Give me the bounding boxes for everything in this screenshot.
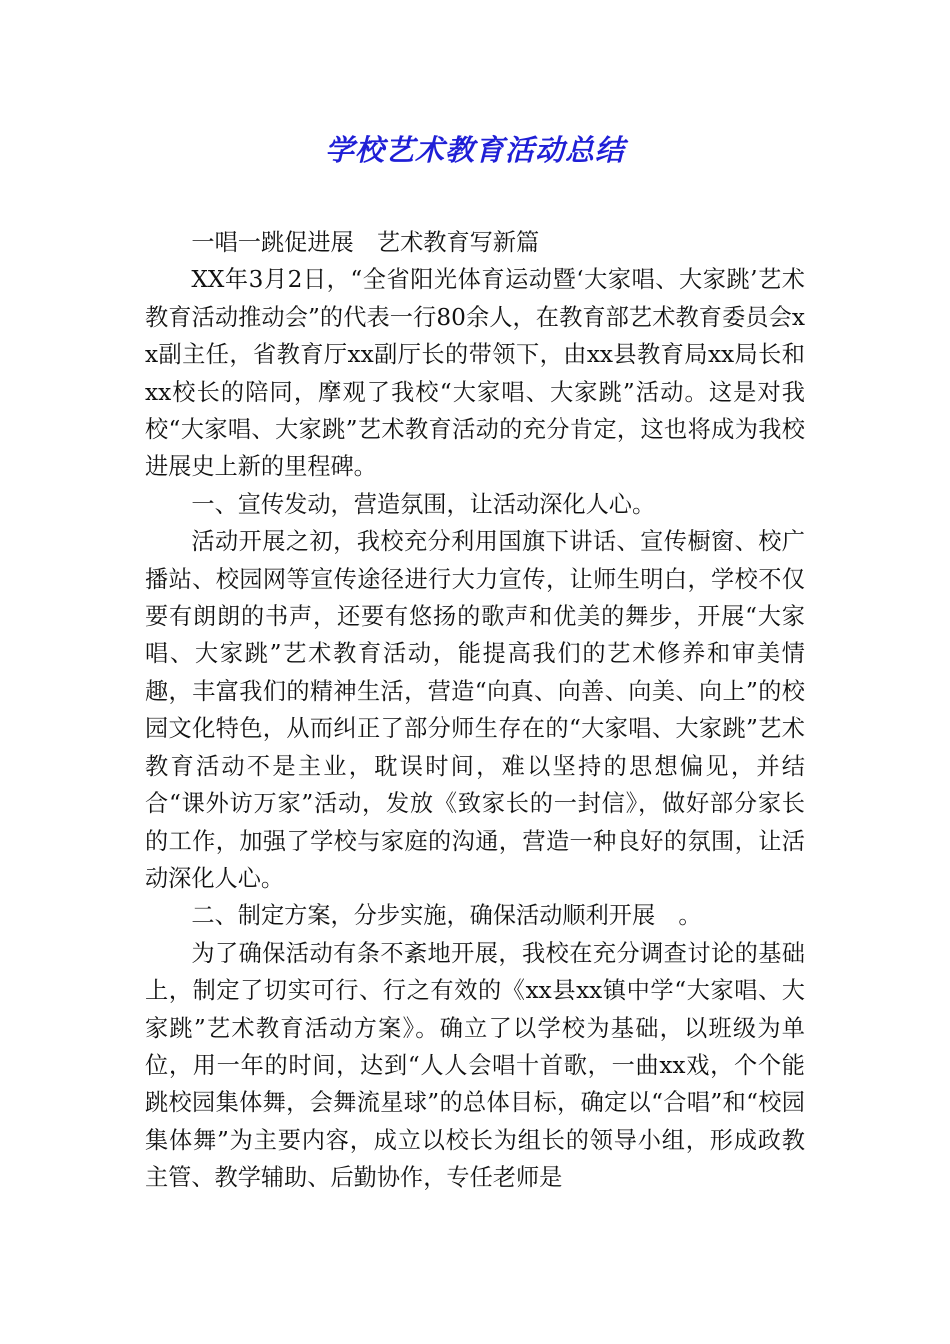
body-paragraph: 为了确保活动有条不紊地开展，我校在充分调查讨论的基础上，制定了切实可行、行之有效的《xx县xx镇中学“大家唱、大家跳”艺术教育活动方案》。确立了以学校为基础，以班级为单位，用一年的时间，达到“人人会唱十首歌，一曲xx戏，个个能跳校园集体舞，会舞流星球”的总体目标，确定以“合唱”和“校园集体舞”为主要内容，成立以校长为组长的领导小组，形成政教主管、教学辅助、后勤协作，专任老师是 [145,939,805,1192]
section-heading: 一、宣传发动，营造氛围，让活动深化人心。 [191,490,656,518]
section-heading: 一唱一跳促进展 艺术教育写新篇 [191,229,540,256]
body-paragraph: 活动开展之初，我校充分利用国旗下讲话、宣传橱窗、校广播站、校园网等宣传途径进行大力宣传，让师生明白，学校不仅要有朗朗的书声，还要有悠扬的歌声和优美的舞步，开展“大家唱、大家跳”艺术教育活动，能提高我们的艺术修养和审美情趣，丰富我们的精神生活，营造“向真、向善、向美、向上”的校园文化特色，从而纠正了部分师生存在的“大家唱、大家跳”艺术教育活动不是主业，耽误时间，难以坚持的思想偏见，并结合“课外访万家”活动，发放《致家长的一封信》，做好部分家长的工作，加强了学校与家庭的沟通，营造一种良好的氛围，让活动深化人心。 [145,528,805,892]
document-body [145,224,805,1197]
document-title: 学校艺术教育活动总结 [324,133,625,167]
section-heading: 二、制定方案，分步实施，确保活动顺利开展 。 [191,902,702,930]
body-paragraph: XX年3月2日，“全省阳光体育运动暨‘大家唱、大家跳’艺术教育活动推动会”的代表一行80余人，在教育部艺术教育委员会xx副主任，省教育厅xx副厅长的带领下，由xx县教育局xx局长和xx校长的陪同，摩观了我校“大家唱、大家跳”活动。这是对我校“大家唱、大家跳”艺术教育活动的充分肯定，这也将成为我校进展史上新的里程碑。 [145,266,805,481]
